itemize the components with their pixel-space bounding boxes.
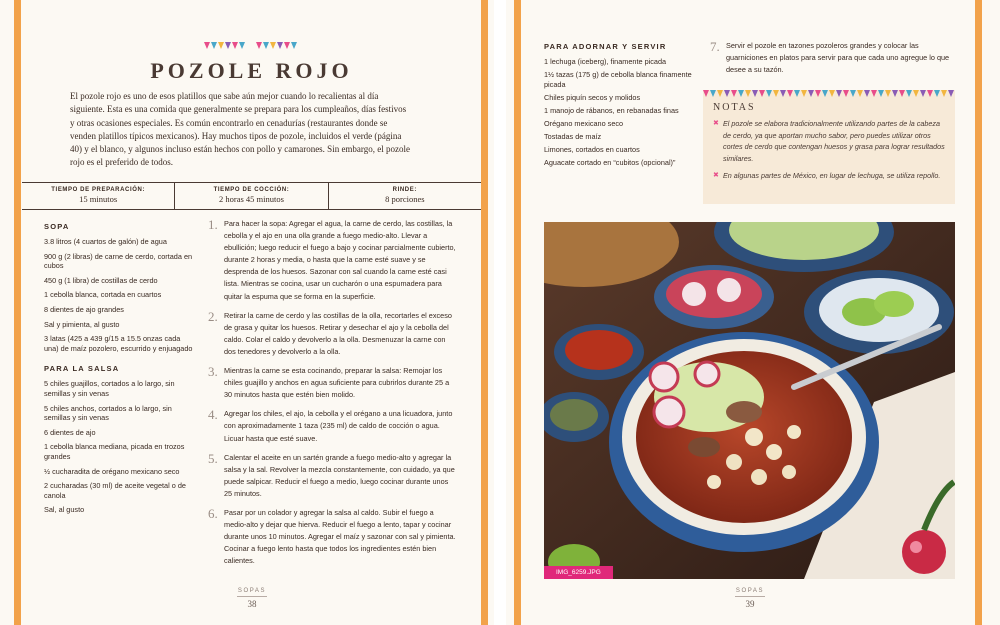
instruction-step [208,452,458,500]
ingredient-item: 900 g (2 libras) de carne de cerdo, cortada en cubos [44,251,193,271]
step-number: 7. [710,39,720,54]
ingredient-item: 3 latas (425 a 439 g/15 a 15.5 onzas cada una) de maíz pozolero, escurrido y enjuagado [44,334,193,353]
instruction-step [208,408,458,444]
page-number: 39 [745,599,755,609]
notes-title: NOTAS [713,102,756,113]
recipe-intro: El pozole rojo es uno de esos platillos que sabe aún mejor cuando lo recalientas al día siguiente. Esta es una comida que generalmente se prepara para los cumpleaños, días festivos y otras ocasiones especiales. Es común encontrarlo en cenadurías (restaurantes donde se venden platillos típicos mexicanos). Hay muchos tipos de pozole, incluidos el verde (página 40) y el blanco, y algunos incluso están hechos con pollo y camarones. Sin embargo, el pozole rojo es el preferido de todos. [70,91,411,168]
prep-time-label: TIEMPO DE PREPARACIÓN: [51,187,146,193]
salsa-ingredient-list [44,379,194,515]
cook-time-value: 2 horas 45 minutos [219,194,284,204]
ingredient-item: Chiles piquín secos y molidos [544,92,641,102]
ingredient-item: ½ cucharadita de orégano mexicano seco [44,466,180,476]
pozole-photo [544,222,955,579]
note-text: El pozole se elabora tradicionalmente utilizando partes de la cabeza de cerdo, ya que aportan mucho sabor, pero puedes utilizar otros cortes de cerdo que contengan huesos y grasa para lograr resultados similares. [723,119,945,163]
salsa-heading: PARA LA SALSA [44,364,120,374]
note-item [713,118,945,164]
ingredient-item: 3.8 litros (4 cuartos de galón) de agua [44,237,167,246]
cook-time [175,183,328,209]
step-number: 6. [208,505,218,521]
recipe-info-band [22,182,481,210]
ingredient-item: 1 cebolla blanca, cortada en cuartos [44,290,162,300]
instruction-step [208,365,458,401]
garnish-heading: PARA ADORNAR Y SERVIR [544,42,667,51]
instruction-step [208,507,458,567]
footer-divider [237,596,267,597]
instruction-step [208,218,458,303]
sopa-ingredient-list [44,237,194,353]
ingredient-item: Sal, al gusto [44,505,85,515]
bunting-decoration [703,90,954,97]
orange-page-edge [14,0,21,625]
ingredient-item: 2 cucharadas (30 ml) de aceite vegetal o de canola [44,481,186,500]
instruction-steps [208,218,458,574]
servings-value: 8 porciones [385,194,425,204]
ingredient-item: Tostadas de maíz [544,132,602,142]
ingredients-column [44,222,194,520]
orange-page-edge [481,0,488,625]
step-text: Mientras la carne se esta cocinando, preparar la salsa: Remojar los chiles guajillo y anchos en agua suficiente para cubrirlos durante 25 a 30 minutos hasta que estén bien molido. [224,366,450,400]
servings [329,183,481,209]
left-page-footer [222,588,282,609]
photo-filename-caption: IMG_6259.JPG [544,566,613,579]
ingredient-item: 6 dientes de ajo [44,427,96,437]
bunting-decoration [204,42,245,49]
ingredient-item: 1 manojo de rábanos, en rebanadas finas [544,105,679,115]
step-number: 1. [208,217,218,232]
orange-page-edge [514,0,521,625]
servings-label: RINDE: [392,187,417,193]
ingredient-item: Orégano mexicano seco [544,118,624,128]
instruction-step [710,40,960,76]
step-number: 5. [208,450,218,466]
step-text: Agregar los chiles, el ajo, la cebolla y el orégano a una licuadora, junto con aproximadamente 1 taza (235 ml) de caldo de cocción o agua. Licuar hasta que esté suave. [224,409,453,443]
section-label: SOPAS [237,588,267,594]
note-item [713,170,945,182]
book-gutter [494,0,506,625]
footer-divider [735,596,765,597]
page-number: 38 [247,599,257,609]
ingredient-item: 1 lechuga (iceberg), finamente picada [544,57,667,66]
step-text: Servir el pozole en tazones pozoleros grandes y colocar las guarniciones en platos para servir para que cada uno agregue lo que desee a su tazón. [726,41,950,75]
step-text: Retirar la carne de cerdo y las costillas de la olla, recortarles el exceso de grasa y quitar los huesos. Retirar y desechar el ajo y la cebolla del caldo. Colar el caldo y devolverlo a la olla. Desmenuzar la carne con dos tenedores y devolverlo a la olla. [224,310,452,356]
ingredient-item: 1½ tazas (175 g) de cebolla blanca finamente picada [544,70,692,89]
instruction-step [208,310,458,358]
bullet-icon: ✖ [713,172,719,179]
step-number: 4. [208,407,218,423]
ingredient-item: 1 cebolla blanca mediana, picada en trozos grandes [44,442,185,461]
ingredient-item: 5 chiles guajillos, cortados a lo largo, sin semillas y sin venas [44,379,175,398]
garnish-list [544,57,694,168]
sopa-heading: SOPA [44,222,70,231]
prep-time [22,183,175,209]
garnish-column [544,42,694,171]
note-text: En algunas partes de México, en lugar de lechuga, se utiliza repollo. [723,171,941,180]
step-text: Calentar el aceite en un sartén grande a fuego medio-alto y agregar la salsa y la sal. Revolver la mezcla constantemente, con cuidado, ya que puede salpicar. Reducir el fuego a medio, luego cocinar durante unos 25 minutos. [224,452,455,498]
ingredient-item: Limones, cortados en cuartos [544,145,640,155]
bunting-decoration [256,42,297,49]
ingredient-item: Sal y pimienta, al gusto [44,319,120,329]
pozole-photo-illustration [544,222,955,579]
step-text: Pasar por un colador y agregar la salsa al caldo. Subir el fuego a medio-alto y dejar que hierva. Reducir el fuego a lento, tapar y cocinar durante unos 10 minutos. Agregar el maíz y sazonar con sal y pimienta. Cocinar a fuego lento hasta que todos los ingredientes estén bien calientes. [224,507,456,566]
ingredient-item: 450 g (1 libra) de costillas de cerdo [44,275,158,285]
recipe-title: POZOLE ROJO [150,58,353,83]
notes-box [703,90,955,204]
right-page-footer [720,588,780,609]
ingredient-item: 5 chiles anchos, cortados a lo largo, sin semillas y sin venas [44,403,172,423]
ingredient-item: Aguacate cortado en “cubitos (opcional)” [544,158,676,168]
cook-time-label: TIEMPO DE COCCIÓN: [213,187,290,193]
section-label: SOPAS [735,588,765,594]
ingredient-item: 8 dientes de ajo grandes [44,304,124,314]
bullet-icon: ✖ [713,120,719,127]
orange-page-edge [975,0,982,625]
step-number: 3. [208,364,218,380]
prep-time-value: 15 minutos [79,194,118,204]
step-number: 2. [208,308,218,324]
step-text: Para hacer la sopa: Agregar el agua, la carne de cerdo, las costillas, la cebolla y el ajo en una olla grande a fuego medio-alto. Llevar a ebullición; luego reducir el fuego a bajo y cocinar parcialmente cubierto, durante 2 horas y media, o hasta que la carne esté suave y se desprenda de los huesos. Sazonar con sal cuando la carne esté casi lista. Mientras se cocina, usar un cucharón o una espumadera para quitar la espuma que se forma en la superficie. [224,219,456,301]
